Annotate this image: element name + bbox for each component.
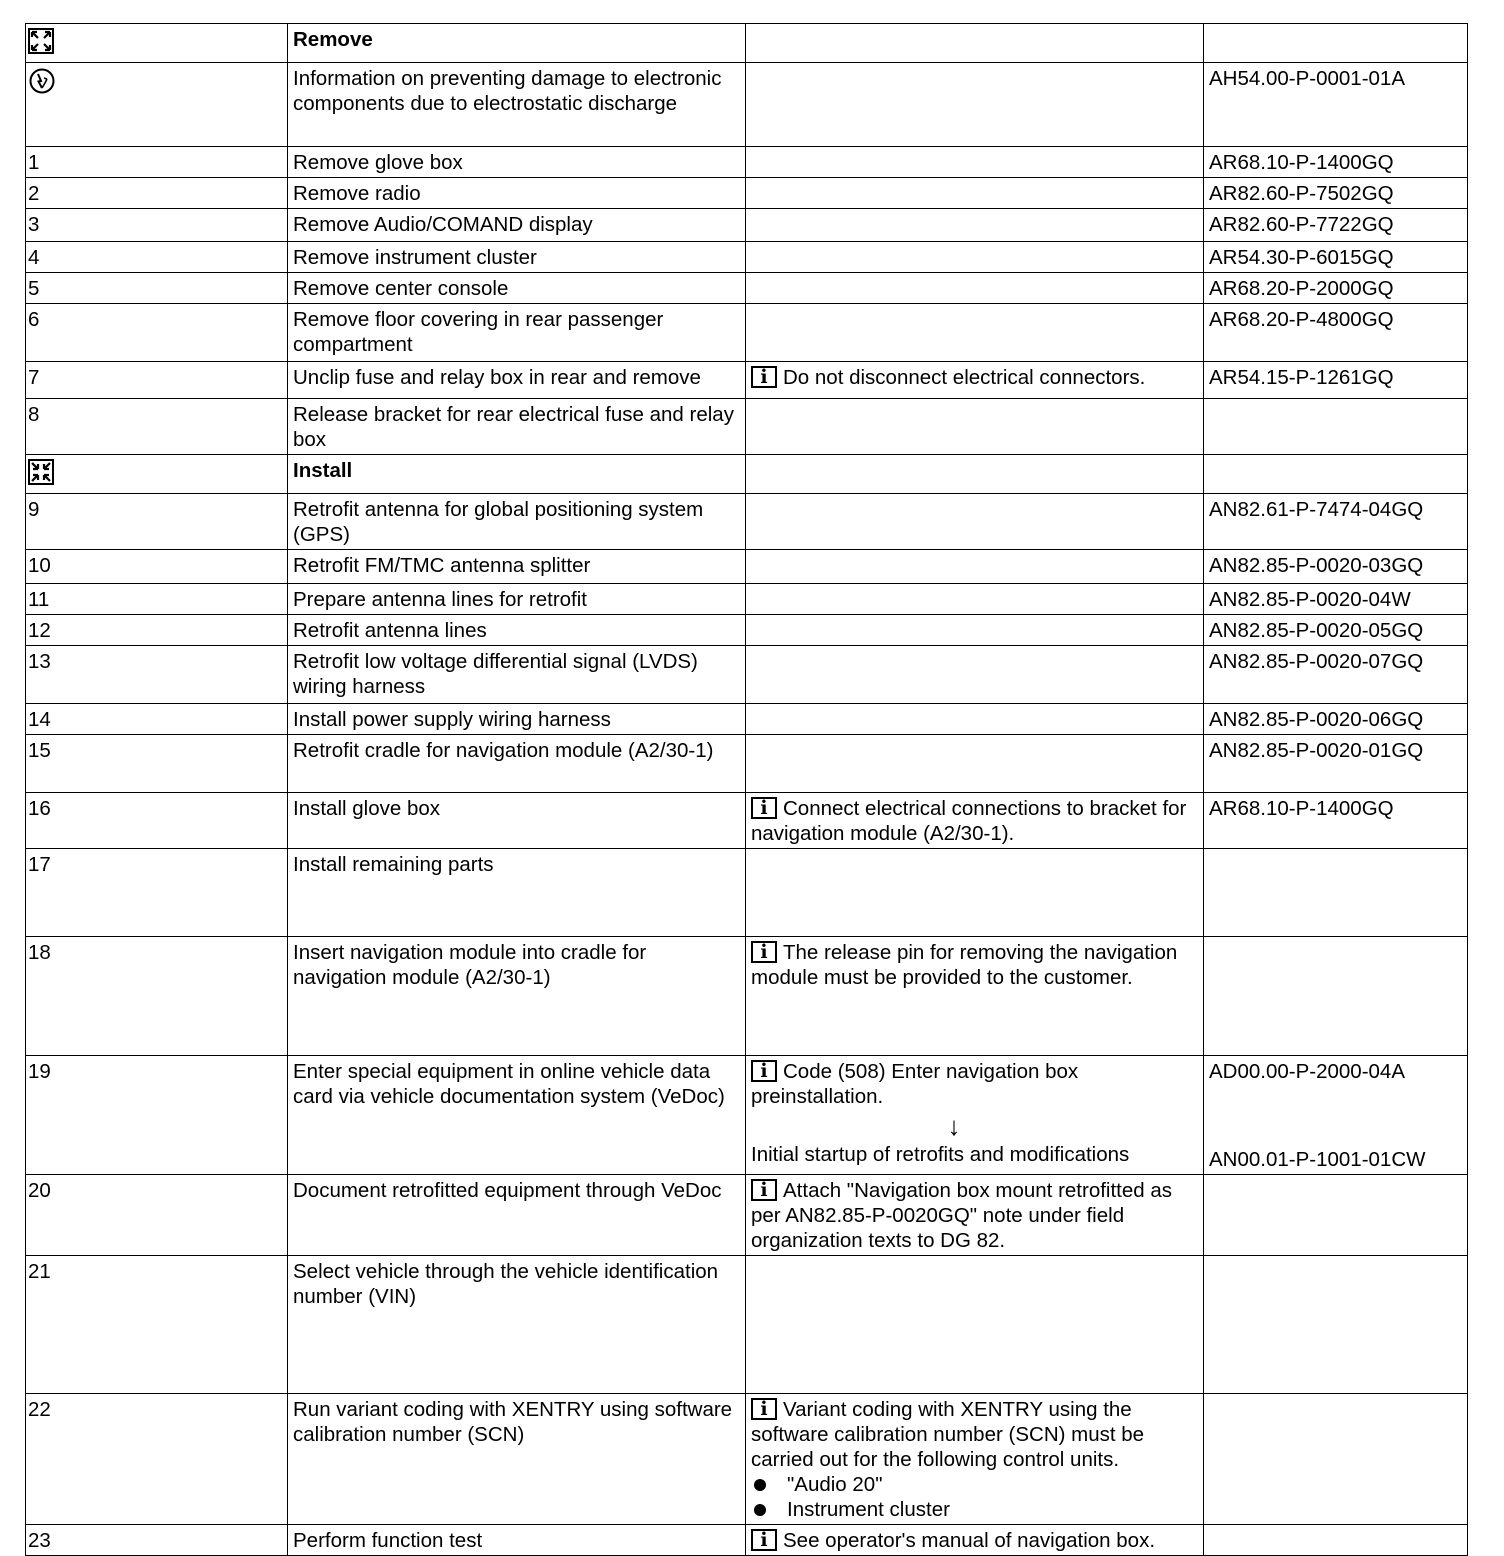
- note-cell: [746, 735, 1204, 793]
- step-number: 6: [28, 308, 40, 331]
- table-row: [26, 494, 1468, 550]
- task-text: Remove glove box: [293, 151, 463, 174]
- note-text: Do not disconnect electrical connectors.: [783, 366, 1146, 389]
- note-cell: [746, 242, 1204, 273]
- step-cell: [26, 209, 288, 242]
- task-cell: [288, 1525, 746, 1556]
- table-row: [26, 646, 1468, 704]
- table-row: [26, 550, 1468, 584]
- table-row: [26, 735, 1468, 793]
- task-text: Perform function test: [293, 1529, 483, 1552]
- bullet-item: [751, 1497, 1197, 1522]
- task-text: Install remaining parts: [293, 853, 494, 876]
- step-number: 22: [28, 1398, 51, 1421]
- step-cell: [26, 494, 288, 550]
- task-text: Run variant coding with XENTRY using software calibration number (SCN): [293, 1398, 733, 1446]
- reference-link[interactable]: AH54.00-P-0001-01A: [1209, 67, 1406, 90]
- task-text: Unclip fuse and relay box in rear and remove: [293, 366, 701, 389]
- note-cell: [746, 362, 1204, 399]
- task-cell: [288, 63, 746, 147]
- info-icon: i: [751, 797, 777, 819]
- step-cell: [26, 550, 288, 584]
- note-cell: [746, 1256, 1204, 1394]
- reference-cell: [1204, 793, 1468, 849]
- reference-link-secondary[interactable]: AN00.01-P-1001-01CW: [1209, 1148, 1426, 1171]
- reference-link[interactable]: AN82.85-P-0020-05GQ: [1209, 619, 1424, 642]
- bullet-item: [751, 1472, 1197, 1497]
- step-number: 11: [28, 588, 50, 611]
- task-cell: [288, 1175, 746, 1256]
- task-cell: [288, 209, 746, 242]
- section-title: Install: [293, 459, 353, 482]
- task-text: Document retrofitted equipment through VeDoc: [293, 1179, 722, 1202]
- table-row: [26, 1394, 1468, 1525]
- down-arrow-icon: ↓: [947, 1111, 961, 1141]
- reference-link[interactable]: AN82.85-P-0020-01GQ: [1209, 739, 1424, 762]
- note-text: Code (508) Enter navigation box preinstallation.: [751, 1060, 1079, 1108]
- table-row: [26, 1056, 1468, 1175]
- task-cell: [288, 704, 746, 735]
- step-cell: [26, 455, 288, 494]
- task-cell: [288, 273, 746, 304]
- note-cell: [746, 937, 1204, 1056]
- note-cell: [746, 550, 1204, 584]
- electrostatic-warning-icon: [28, 67, 281, 101]
- note-cell: [746, 1525, 1204, 1556]
- step-cell: [26, 1525, 288, 1556]
- info-icon: i: [751, 1179, 777, 1201]
- reference-cell: [1204, 63, 1468, 147]
- reference-cell: [1204, 147, 1468, 178]
- step-cell: [26, 793, 288, 849]
- reference-cell: [1204, 304, 1468, 362]
- note: [751, 1397, 1197, 1472]
- note-cell: [746, 147, 1204, 178]
- note-text: Attach "Navigation box mount retrofitted as per AN82.85-P-0020GQ" note under field organization texts to DG 82.: [751, 1179, 1173, 1252]
- note: [751, 1528, 1197, 1553]
- task-text: Retrofit cradle for navigation module (A2/30-1): [293, 739, 714, 762]
- reference-cell: [1204, 209, 1468, 242]
- task-text: Retrofit antenna lines: [293, 619, 487, 642]
- section-header-row: [26, 24, 1468, 63]
- step-number: 13: [28, 650, 51, 673]
- task-cell: [288, 1056, 746, 1175]
- note-cell: [746, 178, 1204, 209]
- task-text: Remove center console: [293, 277, 509, 300]
- step-cell: [26, 273, 288, 304]
- task-text: Install glove box: [293, 797, 441, 820]
- note-text: Connect electrical connections to bracket for navigation module (A2/30-1).: [751, 797, 1187, 845]
- note: [751, 1178, 1197, 1253]
- info-icon: i: [751, 941, 777, 963]
- note-cell: [746, 584, 1204, 615]
- step-number: 21: [28, 1260, 51, 1283]
- install-section-icon: [28, 459, 281, 491]
- table-row: [26, 1256, 1468, 1394]
- note-text: Variant coding with XENTRY using the software calibration number (SCN) must be carried out for the following control units.: [751, 1398, 1145, 1471]
- task-text: Insert navigation module into cradle for navigation module (A2/30-1): [293, 941, 647, 989]
- table-row: [26, 615, 1468, 646]
- task-cell: [288, 1394, 746, 1525]
- step-number: 15: [28, 739, 51, 762]
- note-cell: [746, 849, 1204, 937]
- task-cell: [288, 793, 746, 849]
- task-text: Install power supply wiring harness: [293, 708, 611, 731]
- note: [751, 940, 1197, 990]
- reference-cell: [1204, 178, 1468, 209]
- task-cell: [288, 147, 746, 178]
- task-cell: [288, 937, 746, 1056]
- step-cell: [26, 584, 288, 615]
- step-cell: [26, 1175, 288, 1256]
- task-cell: [288, 362, 746, 399]
- reference-link[interactable]: AR82.60-P-7722GQ: [1209, 213, 1394, 236]
- step-number: 10: [28, 554, 51, 577]
- note-text: The release pin for removing the navigation module must be provided to the customer.: [751, 941, 1178, 989]
- step-cell: [26, 24, 288, 63]
- table-row: [26, 584, 1468, 615]
- task-cell: [288, 178, 746, 209]
- step-cell: [26, 178, 288, 209]
- table-row: [26, 63, 1468, 147]
- step-cell: [26, 937, 288, 1056]
- task-cell: [288, 494, 746, 550]
- step-number: 5: [28, 277, 40, 300]
- step-number: 23: [28, 1529, 51, 1552]
- step-cell: [26, 1256, 288, 1394]
- note: [751, 1059, 1197, 1109]
- step-cell: [26, 147, 288, 178]
- note-cell: [746, 399, 1204, 455]
- bullet-icon: [754, 1479, 766, 1491]
- step-number: 12: [28, 619, 51, 642]
- reference-cell: [1204, 1256, 1468, 1394]
- table-row: [26, 178, 1468, 209]
- table-row: [26, 704, 1468, 735]
- reference-cell: [1204, 273, 1468, 304]
- reference-link[interactable]: AN82.85-P-0020-04W: [1209, 588, 1411, 611]
- note-cell: [746, 209, 1204, 242]
- section-header-row: [26, 455, 1468, 494]
- step-cell: [26, 399, 288, 455]
- reference-cell: [1204, 584, 1468, 615]
- task-text: Retrofit antenna for global positioning system (GPS): [293, 498, 704, 546]
- reference-cell: [1204, 646, 1468, 704]
- task-text: Release bracket for rear electrical fuse and relay box: [293, 403, 734, 451]
- task-text: Select vehicle through the vehicle identification number (VIN): [293, 1260, 719, 1308]
- table-row: [26, 937, 1468, 1056]
- table-row: [26, 242, 1468, 273]
- reference-link[interactable]: AR82.60-P-7502GQ: [1209, 182, 1394, 205]
- task-cell: [288, 735, 746, 793]
- step-number: 9: [28, 498, 40, 521]
- note-cell: [746, 455, 1204, 494]
- table-row: [26, 362, 1468, 399]
- reference-cell: [1204, 1175, 1468, 1256]
- note-cell: [746, 615, 1204, 646]
- note: [751, 796, 1197, 846]
- reference-cell: [1204, 1394, 1468, 1525]
- info-icon: i: [751, 366, 777, 388]
- step-number: 4: [28, 246, 40, 269]
- reference-link[interactable]: AR54.15-P-1261GQ: [1209, 366, 1394, 389]
- table-row: [26, 273, 1468, 304]
- step-cell: [26, 646, 288, 704]
- note-cell: [746, 793, 1204, 849]
- step-number: 18: [28, 941, 51, 964]
- reference-link[interactable]: AD00.00-P-2000-04A: [1209, 1060, 1406, 1083]
- task-text: Enter special equipment in online vehicle data card via vehicle documentation system (VeDoc): [293, 1060, 725, 1108]
- task-cell: [288, 646, 746, 704]
- step-cell: [26, 849, 288, 937]
- note-cell: [746, 1056, 1204, 1175]
- task-text: Remove floor covering in rear passenger compartment: [293, 308, 664, 356]
- reference-link[interactable]: AN82.85-P-0020-06GQ: [1209, 708, 1424, 731]
- table-row: [26, 304, 1468, 362]
- reference-cell: [1204, 615, 1468, 646]
- note-text: See operator's manual of navigation box.: [783, 1529, 1156, 1552]
- reference-cell: [1204, 1056, 1468, 1175]
- step-cell: [26, 242, 288, 273]
- step-number: 16: [28, 797, 51, 820]
- step-cell: [26, 63, 288, 147]
- note-cell: [746, 704, 1204, 735]
- task-text: Remove Audio/COMAND display: [293, 213, 593, 236]
- note-cell: [746, 494, 1204, 550]
- step-cell: [26, 1056, 288, 1175]
- bullet-text: Instrument cluster: [787, 1498, 950, 1521]
- reference-link[interactable]: AN82.61-P-7474-04GQ: [1209, 498, 1424, 521]
- reference-link[interactable]: AR68.20-P-4800GQ: [1209, 308, 1394, 331]
- task-text: Prepare antenna lines for retrofit: [293, 588, 587, 611]
- step-cell: [26, 704, 288, 735]
- task-cell: [288, 615, 746, 646]
- note-cell: [746, 63, 1204, 147]
- reference-cell: [1204, 455, 1468, 494]
- note-cell: [746, 1175, 1204, 1256]
- reference-cell: [1204, 550, 1468, 584]
- reference-cell: [1204, 242, 1468, 273]
- reference-cell: [1204, 399, 1468, 455]
- info-icon: i: [751, 1060, 777, 1082]
- reference-link[interactable]: AR68.10-P-1400GQ: [1209, 151, 1394, 174]
- step-number: 3: [28, 213, 40, 236]
- step-number: 17: [28, 853, 51, 876]
- task-text: Retrofit low voltage differential signal (LVDS) wiring harness: [293, 650, 698, 698]
- reference-cell: [1204, 937, 1468, 1056]
- reference-link[interactable]: AN82.85-P-0020-03GQ: [1209, 554, 1424, 577]
- task-text: Information on preventing damage to electronic components due to electrostatic discharge: [293, 67, 722, 115]
- step-number: 20: [28, 1179, 51, 1202]
- step-number: 2: [28, 182, 40, 205]
- step-number: 1: [28, 151, 40, 174]
- task-cell: [288, 1256, 746, 1394]
- step-number: 19: [28, 1060, 51, 1083]
- step-number: 14: [28, 708, 51, 731]
- info-icon: i: [751, 1529, 777, 1551]
- reference-cell: [1204, 362, 1468, 399]
- table-row: [26, 793, 1468, 849]
- procedure-table: [25, 23, 1468, 1556]
- table-row: [26, 399, 1468, 455]
- reference-link[interactable]: AR68.20-P-2000GQ: [1209, 277, 1394, 300]
- task-cell: [288, 455, 746, 494]
- step-cell: [26, 362, 288, 399]
- table-row: [26, 1175, 1468, 1256]
- step-cell: [26, 735, 288, 793]
- reference-spacer: [1209, 1084, 1461, 1147]
- reference-cell: [1204, 24, 1468, 63]
- task-text: Remove radio: [293, 182, 421, 205]
- info-icon: i: [751, 1398, 777, 1420]
- task-cell: [288, 399, 746, 455]
- note-cell: [746, 1394, 1204, 1525]
- table-row: [26, 147, 1468, 178]
- step-cell: [26, 1394, 288, 1525]
- note: [751, 365, 1197, 390]
- reference-cell: [1204, 704, 1468, 735]
- task-cell: [288, 849, 746, 937]
- table-row: [26, 1525, 1468, 1556]
- note-cell: [746, 304, 1204, 362]
- bullet-text: "Audio 20": [787, 1473, 883, 1496]
- step-cell: [26, 615, 288, 646]
- task-cell: [288, 584, 746, 615]
- reference-cell: [1204, 735, 1468, 793]
- task-cell: [288, 24, 746, 63]
- note-cell: [746, 273, 1204, 304]
- note-cell: [746, 646, 1204, 704]
- reference-cell: [1204, 849, 1468, 937]
- task-cell: [288, 304, 746, 362]
- step-cell: [26, 304, 288, 362]
- reference-link[interactable]: AR68.10-P-1400GQ: [1209, 797, 1394, 820]
- procedure-table-body: [26, 24, 1468, 1556]
- note-text-secondary: Initial startup of retrofits and modifications: [751, 1143, 1130, 1166]
- table-row: [26, 849, 1468, 937]
- step-number: 8: [28, 403, 40, 426]
- reference-cell: [1204, 494, 1468, 550]
- table-row: [26, 209, 1468, 242]
- section-title: Remove: [293, 28, 373, 51]
- remove-section-icon: [28, 28, 281, 60]
- reference-link[interactable]: AR54.30-P-6015GQ: [1209, 246, 1394, 269]
- task-text: Retrofit FM/TMC antenna splitter: [293, 554, 591, 577]
- bullet-icon: [754, 1504, 766, 1516]
- task-cell: [288, 242, 746, 273]
- note-cell: [746, 24, 1204, 63]
- reference-cell: [1204, 1525, 1468, 1556]
- task-cell: [288, 550, 746, 584]
- reference-link[interactable]: AN82.85-P-0020-07GQ: [1209, 650, 1424, 673]
- step-number: 7: [28, 366, 40, 389]
- task-text: Remove instrument cluster: [293, 246, 537, 269]
